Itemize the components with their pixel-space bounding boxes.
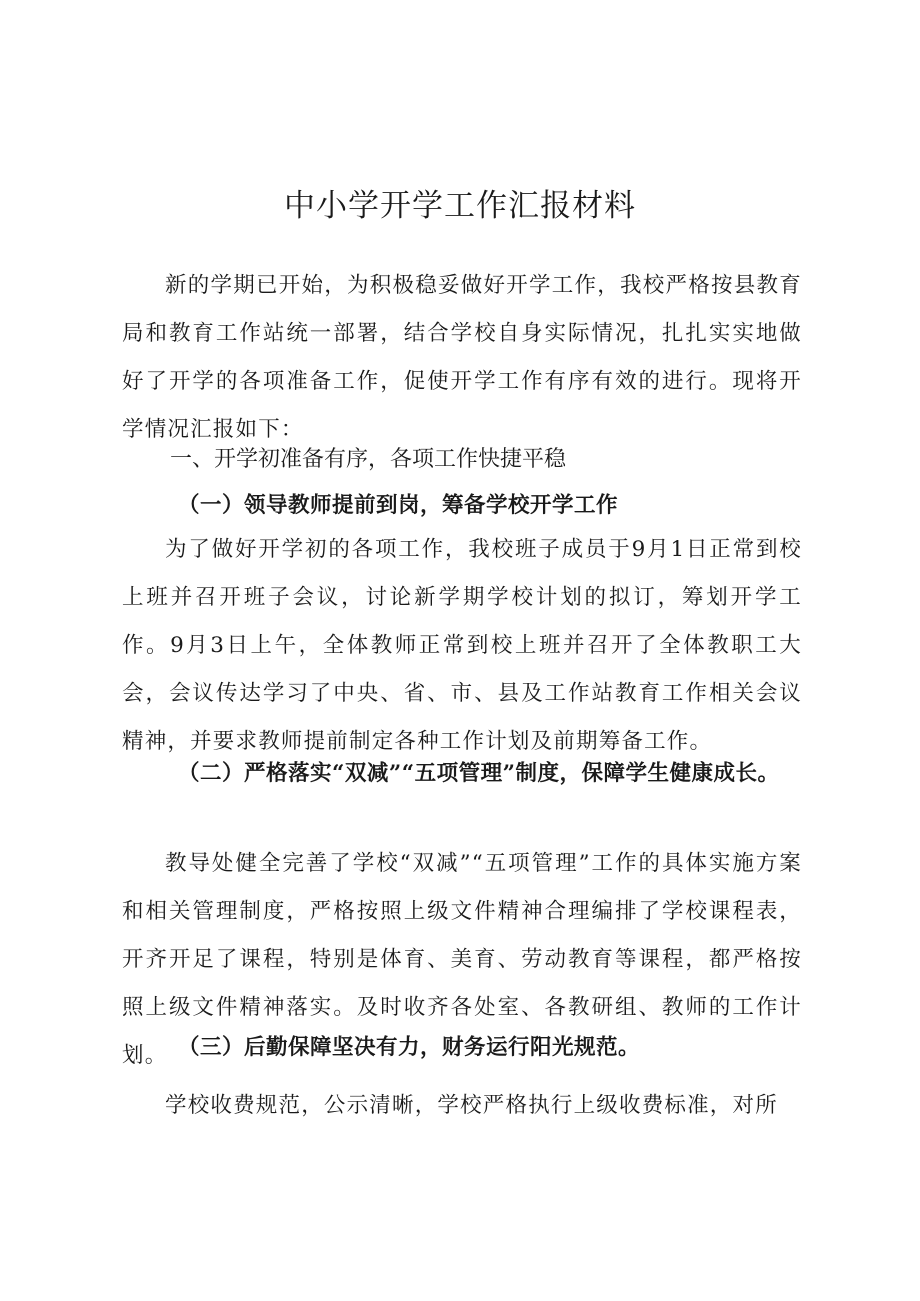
intro-paragraph: 新的学期已开始，为积极稳妥做好开学工作，我校严格按县教育局和教育工作站统一部署，结合学校自身实际情况，扎扎实实地做好了开学的各项准备工作，促使开学工作有序有效的进行。现将开学情况汇报如下： — [122, 273, 802, 442]
subsection-body-3: 学校收费规范，公示清晰，学校严格执行上级收费标准，对所 — [165, 1093, 778, 1118]
subsection-body-2: 教导处健全完善了学校“双减”“五项管理”工作的具体实施方案和相关管理制度，严格按照上级文件精神合理编排了学校课程表，开齐开足了课程，特别是体育、美育、劳动教育等课程，都严格按照上级文件精神落实。及时收齐各处室、各教研组、教师的工作计划。 — [122, 851, 802, 1068]
subsection-body-1: 为了做好开学初的各项工作，我校班子成员于9月1日正常到校上班并召开班子会议，讨论新学期学校计划的拟订，筹划开学工作。9月3日上午，全体教师正常到校上班并召开了全体教职工大会，会议传达学习了中央、省、市、县及工作站教育工作相关会议精神，并要求教师提前制定各种工作计划及前期筹备工作。 — [122, 537, 802, 754]
subsection-heading-2: （二）严格落实“双减”“五项管理”制度，保障学生健康成长。 — [178, 761, 780, 786]
document-title: 中小学开学工作汇报材料 — [284, 188, 636, 224]
subsection-heading-3: （三）后勤保障坚决有力，财务运行阳光规范。 — [178, 1035, 641, 1060]
subsection-heading-1: （一）领导教师提前到岗，筹备学校开学工作 — [178, 493, 619, 518]
section-heading-1: 一、开学初准备有序，各项工作快捷平稳 — [170, 447, 567, 472]
